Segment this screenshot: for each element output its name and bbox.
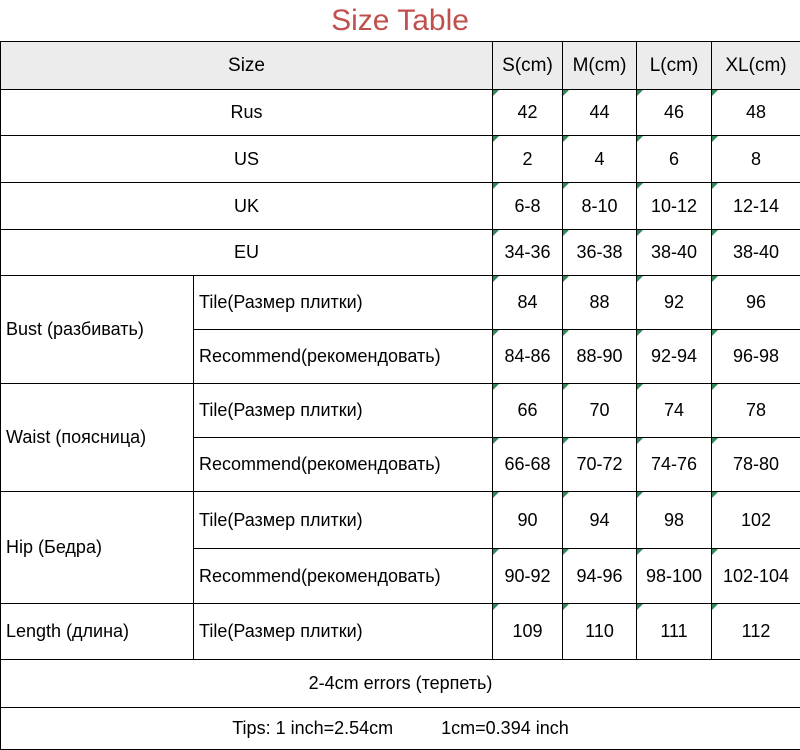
sub-label: Tile(Размер плитки) — [194, 604, 493, 660]
group-label-hip: Hip (Бедра) — [1, 492, 194, 604]
header-s: S(cm) — [493, 42, 563, 90]
table-cell: 6 — [637, 136, 712, 183]
group-label-length: Length (длина) — [1, 604, 194, 660]
table-cell: 10-12 — [637, 183, 712, 230]
table-row — [1, 136, 800, 183]
tips-row — [1, 708, 800, 750]
page-title: Size Table — [0, 0, 800, 42]
header-row — [1, 42, 800, 90]
sub-label: Recommend(рекомендовать) — [194, 330, 493, 384]
table-row — [1, 230, 800, 276]
row-label-us: US — [1, 136, 493, 183]
row-label-eu: EU — [1, 230, 493, 276]
table-cell: 94 — [563, 492, 637, 549]
errors-note: 2-4cm errors (терпеть) — [1, 660, 800, 708]
row-label-rus: Rus — [1, 90, 493, 136]
sub-label: Tile(Размер плитки) — [194, 384, 493, 438]
table-cell: 84 — [493, 276, 563, 330]
table-cell: 34-36 — [493, 230, 563, 276]
table-cell: 8-10 — [563, 183, 637, 230]
table-cell: 38-40 — [637, 230, 712, 276]
table-row — [1, 183, 800, 230]
table-row — [1, 604, 800, 660]
table-cell: 66-68 — [493, 438, 563, 492]
header-xl: XL(cm) — [712, 42, 800, 90]
table-cell: 6-8 — [493, 183, 563, 230]
table-cell: 42 — [493, 90, 563, 136]
row-label-uk: UK — [1, 183, 493, 230]
tips-inch: Tips: 1 inch=2.54cm — [232, 718, 393, 739]
table-cell: 90 — [493, 492, 563, 549]
table-row — [1, 492, 800, 549]
table-cell: 4 — [563, 136, 637, 183]
sub-label: Recommend(рекомендовать) — [194, 549, 493, 604]
table-cell: 46 — [637, 90, 712, 136]
table-cell: 74 — [637, 384, 712, 438]
group-label-waist: Waist (поясница) — [1, 384, 194, 492]
table-cell: 84-86 — [493, 330, 563, 384]
table-cell: 96 — [712, 276, 800, 330]
table-cell: 2 — [493, 136, 563, 183]
header-m: M(cm) — [563, 42, 637, 90]
table-cell: 66 — [493, 384, 563, 438]
table-cell: 92 — [637, 276, 712, 330]
table-cell: 112 — [712, 604, 800, 660]
table-cell: 88-90 — [563, 330, 637, 384]
header-l: L(cm) — [637, 42, 712, 90]
table-cell: 98-100 — [637, 549, 712, 604]
size-table — [0, 41, 800, 750]
sub-label: Tile(Размер плитки) — [194, 276, 493, 330]
table-cell: 70 — [563, 384, 637, 438]
table-cell: 36-38 — [563, 230, 637, 276]
table-cell: 44 — [563, 90, 637, 136]
table-cell: 94-96 — [563, 549, 637, 604]
table-cell: 78-80 — [712, 438, 800, 492]
table-cell: 8 — [712, 136, 800, 183]
table-row — [1, 276, 800, 330]
table-cell: 102 — [712, 492, 800, 549]
table-cell: 110 — [563, 604, 637, 660]
table-cell: 74-76 — [637, 438, 712, 492]
errors-row — [1, 660, 800, 708]
table-cell: 12-14 — [712, 183, 800, 230]
tips-cell — [1, 708, 800, 750]
table-cell: 109 — [493, 604, 563, 660]
table-cell: 96-98 — [712, 330, 800, 384]
table-row — [1, 90, 800, 136]
table-cell: 88 — [563, 276, 637, 330]
table-row — [1, 384, 800, 438]
table-cell: 38-40 — [712, 230, 800, 276]
table-cell: 102-104 — [712, 549, 800, 604]
table-cell: 48 — [712, 90, 800, 136]
header-size: Size — [1, 42, 493, 90]
table-cell: 92-94 — [637, 330, 712, 384]
table-cell: 70-72 — [563, 438, 637, 492]
table-cell: 111 — [637, 604, 712, 660]
table-cell: 90-92 — [493, 549, 563, 604]
tips-cm: 1cm=0.394 inch — [441, 718, 569, 739]
sub-label: Recommend(рекомендовать) — [194, 438, 493, 492]
table-cell: 78 — [712, 384, 800, 438]
sub-label: Tile(Размер плитки) — [194, 492, 493, 549]
table-cell: 98 — [637, 492, 712, 549]
group-label-bust: Bust (разбивать) — [1, 276, 194, 384]
